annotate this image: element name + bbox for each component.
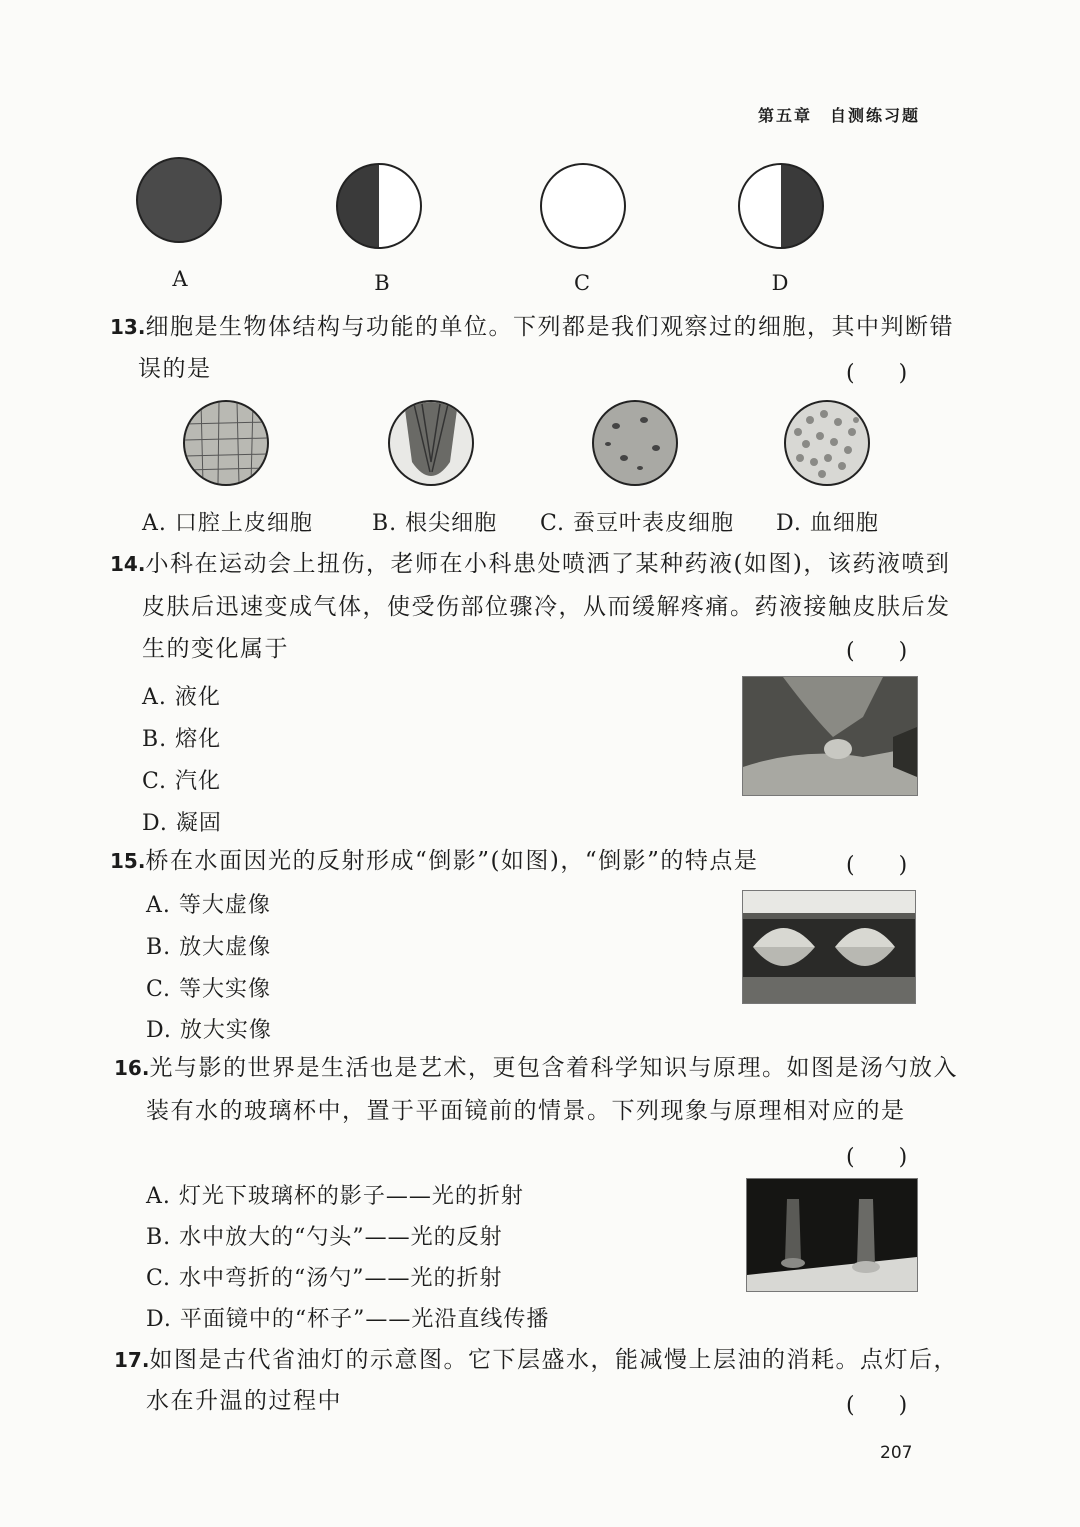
- question-13-line2: 误的是: [138, 356, 212, 382]
- answer-paren-13: ( ): [846, 361, 908, 386]
- cell-image-blood: [784, 400, 870, 486]
- cell-drawing: [185, 402, 267, 484]
- q14-option-a: A. 液化: [142, 685, 221, 710]
- question-17-line2: 水在升温的过程中: [146, 1388, 342, 1414]
- cell-image-root-tip: [388, 400, 474, 486]
- page-number: 207: [880, 1443, 913, 1463]
- q16-option-b: B. 水中放大的“勺头”——光的反射: [146, 1225, 503, 1250]
- question-14-line3: 生的变化属于: [142, 636, 289, 662]
- bridge-photo-drawing: [743, 891, 915, 1003]
- q16-option-a: A. 灯光下玻璃杯的影子——光的折射: [146, 1184, 524, 1209]
- photo-bridge-reflection: [742, 890, 916, 1004]
- spoon-photo-drawing: [747, 1179, 917, 1291]
- q15-option-c: C. 等大实像: [146, 977, 272, 1002]
- moon-label-d: D: [771, 271, 789, 295]
- question-number: 15.: [110, 849, 146, 873]
- q14-option-b: B. 熔化: [142, 727, 222, 752]
- question-14-line1: 14.小科在运动会上扭伤，老师在小科患处喷洒了某种药液(如图)，该药液喷到: [110, 551, 951, 577]
- injury-photo-drawing: [743, 677, 917, 795]
- leaf-epidermis-drawing: [594, 402, 676, 484]
- question-number: 13.: [110, 315, 146, 339]
- question-number: 14.: [110, 552, 146, 576]
- chapter-header: 第五章 自测练习题: [757, 106, 920, 125]
- blood-cells-drawing: [786, 402, 868, 484]
- answer-paren-16: ( ): [846, 1145, 908, 1170]
- q13-option-a: A. 口腔上皮细胞: [142, 511, 313, 536]
- q16-option-d: D. 平面镜中的“杯子”——光沿直线传播: [146, 1307, 550, 1332]
- q14-option-c: C. 汽化: [142, 769, 222, 794]
- photo-spoon-glass-mirror: [746, 1178, 918, 1292]
- moon-label-a: A: [172, 267, 188, 291]
- moon-phase-c: [540, 163, 626, 249]
- question-16-line2: 装有水的玻璃杯中，置于平面镜前的情景。下列现象与原理相对应的是: [146, 1098, 906, 1124]
- q13-option-c: C. 蚕豆叶表皮细胞: [540, 511, 735, 536]
- question-16-line1: 16.光与影的世界是生活也是艺术，更包含着科学知识与原理。如图是汤勺放入: [114, 1055, 958, 1081]
- question-15-line1: 15.桥在水面因光的反射形成“倒影”(如图)，“倒影”的特点是: [110, 848, 759, 874]
- moon-label-c: C: [573, 271, 591, 295]
- question-number: 17.: [114, 1348, 150, 1372]
- q13-option-d: D. 血细胞: [776, 511, 879, 536]
- q16-option-c: C. 水中弯折的“汤勺”——光的折射: [146, 1266, 503, 1291]
- moon-phase-b: [336, 163, 422, 249]
- cell-image-broad-bean-leaf: [592, 400, 678, 486]
- question-17-line1: 17.如图是古代省油灯的示意图。它下层盛水，能减慢上层油的消耗。点灯后，: [114, 1347, 958, 1373]
- answer-paren-14: ( ): [846, 639, 908, 664]
- q13-option-b: B. 根尖细胞: [372, 511, 498, 536]
- answer-paren-15: ( ): [846, 853, 908, 878]
- q15-option-b: B. 放大虚像: [146, 935, 272, 960]
- question-number: 16.: [114, 1056, 150, 1080]
- photo-injury-spray: [742, 676, 918, 796]
- q15-option-a: A. 等大虚像: [146, 893, 271, 918]
- question-13-line1: 13.细胞是生物体结构与功能的单位。下列都是我们观察过的细胞，其中判断错: [110, 314, 954, 340]
- root-tip-drawing: [390, 402, 472, 484]
- q14-option-d: D. 凝固: [142, 811, 222, 836]
- moon-label-b: B: [374, 271, 390, 295]
- q15-option-d: D. 放大实像: [146, 1018, 272, 1043]
- moon-phase-d: [738, 163, 824, 249]
- answer-paren-17: ( ): [846, 1393, 908, 1418]
- cell-image-oral-epithelium: [183, 400, 269, 486]
- question-14-line2: 皮肤后迅速变成气体，使受伤部位骤冷，从而缓解疼痛。药液接触皮肤后发: [142, 594, 951, 620]
- moon-phase-a: [136, 157, 222, 243]
